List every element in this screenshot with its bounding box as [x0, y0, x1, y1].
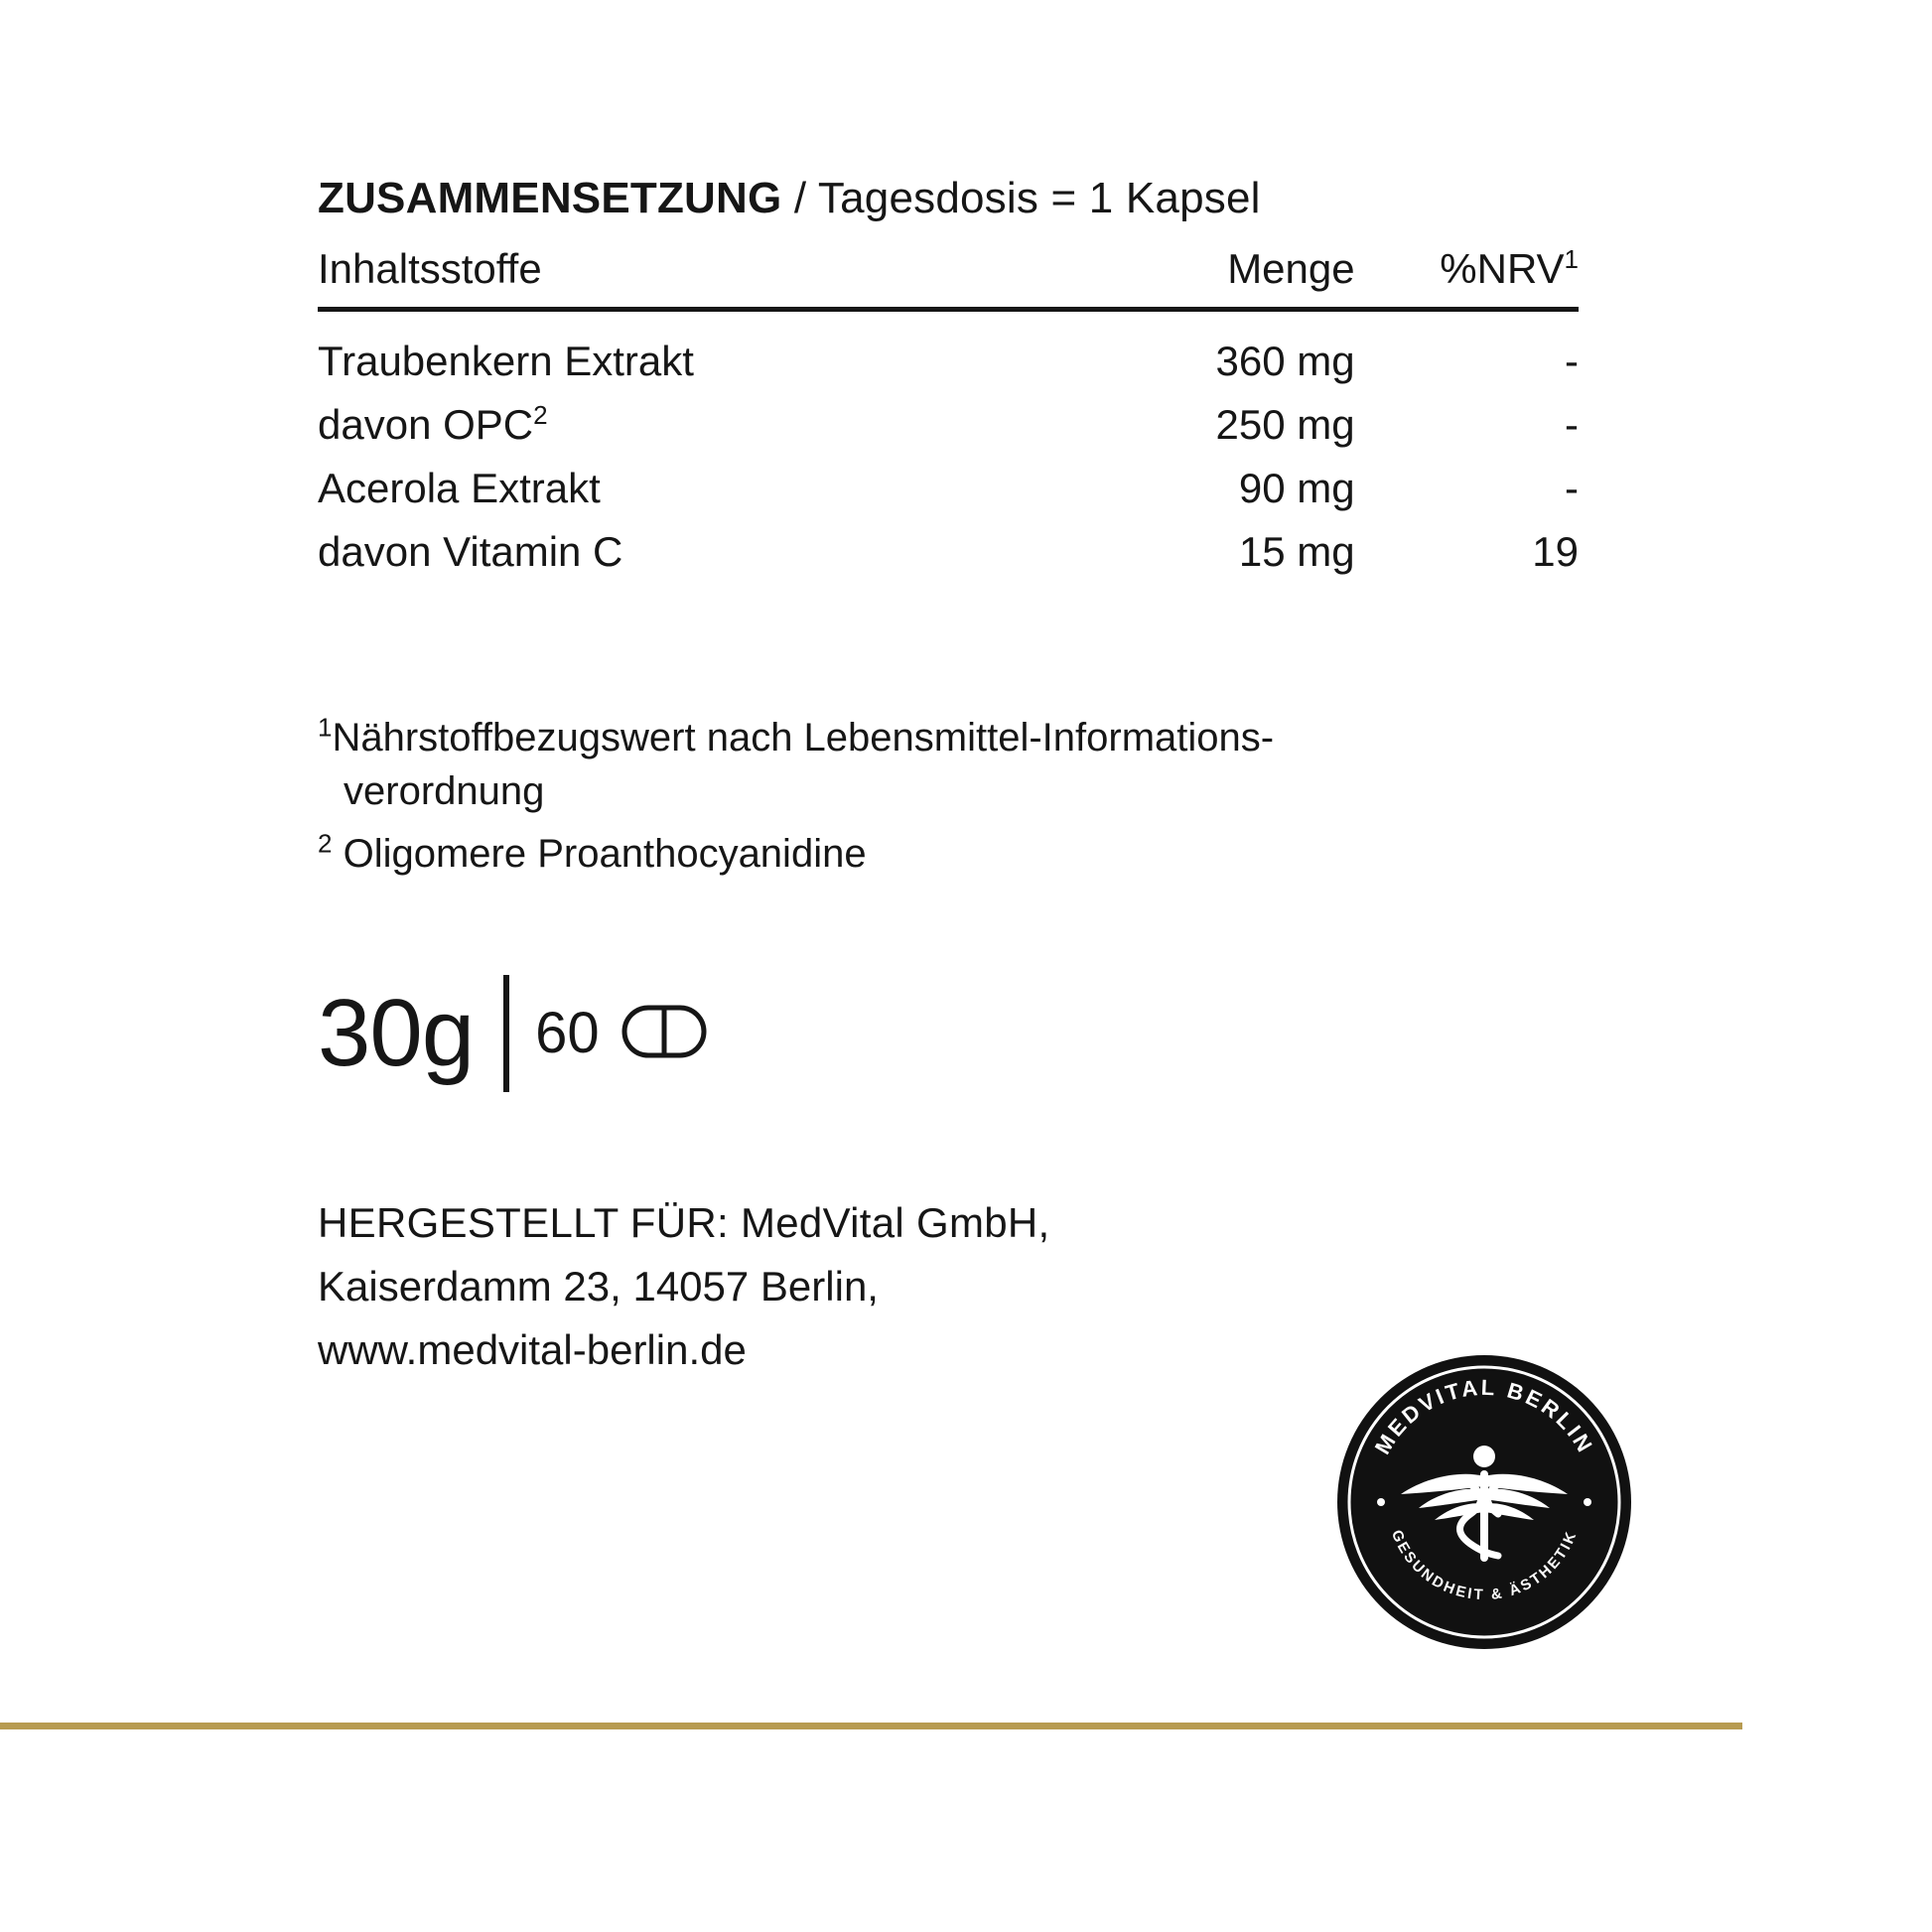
label-content	[318, 174, 1638, 1382]
table-row	[318, 528, 1579, 592]
quantity-divider	[503, 975, 509, 1092]
column-header-nrv-superscript: 1	[1564, 244, 1579, 274]
row-name-superscript: 2	[533, 400, 548, 430]
quantity-row	[318, 975, 1638, 1092]
manufacturer-line-2: Kaiserdamm 23, 14057 Berlin,	[318, 1263, 879, 1310]
row-amount: 90 mg	[1238, 465, 1355, 511]
table-header-row	[318, 245, 1579, 310]
footnotes	[318, 711, 1638, 881]
footnote-2-line1: Oligomere Proanthocyanidine	[343, 831, 867, 876]
row-amount: 15 mg	[1238, 528, 1355, 575]
footnote-1	[318, 711, 1598, 819]
nutrition-table-body	[318, 310, 1579, 593]
row-name: Acerola Extrakt	[318, 465, 601, 511]
manufacturer-block	[318, 1191, 1211, 1381]
footnote-1-marker: 1	[318, 712, 333, 743]
footnote-2	[318, 827, 1598, 881]
row-name: Traubenkern Extrakt	[318, 338, 694, 384]
row-name	[318, 401, 1009, 465]
table-row	[318, 401, 1579, 465]
row-amount: 360 mg	[1215, 338, 1355, 384]
accent-rule	[0, 1723, 1742, 1729]
row-amount: 250 mg	[1215, 401, 1355, 448]
composition-heading-rest: / Tagesdosis = 1 Kapsel	[781, 174, 1261, 222]
column-header-nrv-text: %NRV	[1440, 245, 1565, 292]
manufacturer-website: www.medvital-berlin.de	[318, 1325, 747, 1373]
footnote-1-line1: Nährstoffbezugswert nach Lebensmittel-Informations-	[332, 716, 1275, 759]
table-row	[318, 465, 1579, 528]
svg-text:GESUNDHEIT & ÄSTHETIK: GESUNDHEIT & ÄSTHETIK	[1387, 1527, 1582, 1604]
row-nrv: -	[1565, 401, 1579, 448]
row-name-text: davon OPC	[318, 401, 534, 448]
capsule-icon	[621, 1005, 707, 1063]
quantity-weight: 30g	[318, 980, 475, 1087]
nutrition-table-head	[318, 245, 1579, 310]
quantity-count: 60	[535, 1001, 600, 1066]
row-name: davon Vitamin C	[318, 528, 623, 575]
column-header-nrv	[1361, 245, 1579, 310]
svg-text:MEDVITAL BERLIN: MEDVITAL BERLIN	[1369, 1374, 1599, 1459]
brand-seal	[1335, 1353, 1633, 1651]
nutrition-table	[318, 245, 1579, 592]
column-header-amount: Menge	[1227, 245, 1355, 292]
footnote-1-line2: verordnung	[344, 769, 545, 814]
footnote-2-marker: 2	[318, 828, 333, 859]
manufacturer-line-1: HERGESTELLT FÜR: MedVital GmbH,	[318, 1199, 1050, 1247]
row-nrv: -	[1565, 338, 1579, 384]
row-nrv: 19	[1532, 528, 1579, 575]
column-header-ingredients: Inhaltsstoffe	[318, 245, 542, 292]
composition-heading-bold: ZUSAMMENSETZUNG	[318, 174, 782, 222]
composition-heading	[318, 174, 1638, 223]
row-nrv: -	[1565, 465, 1579, 511]
table-row	[318, 310, 1579, 402]
